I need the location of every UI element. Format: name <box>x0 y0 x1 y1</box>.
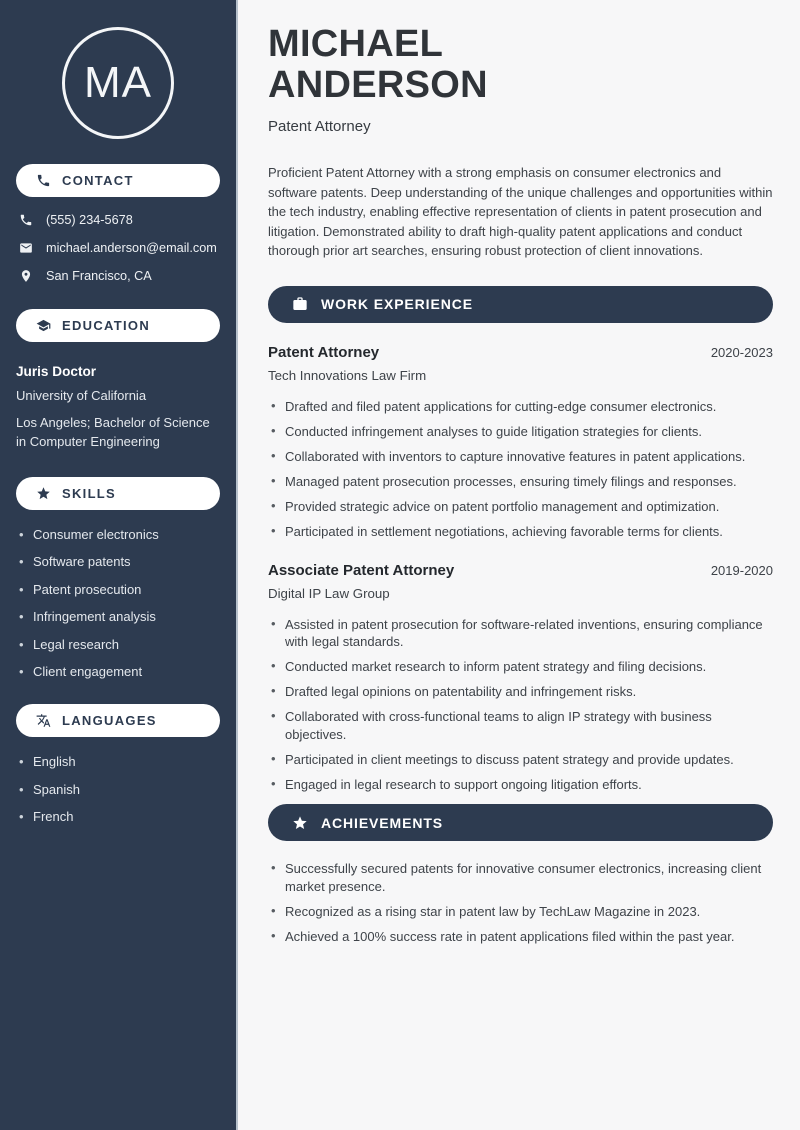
achievement-bullet: • Recognized as a rising star in patent law by TechLaw Magazine in 2023. <box>268 903 773 921</box>
contact-section-label: CONTACT <box>62 173 134 188</box>
summary-paragraph: Proficient Patent Attorney with a strong emphasis on consumer electronics and software patents. Deep understanding of the unique challenges and opportunities within the tech industry, enabling effective representation of clients in patent prosecution and litigation. Demonstrated ability to draft high-quality patent applications and conduct thorough prior art searches, ensuring robust protection of client innovations. <box>268 165 773 259</box>
job-title: Patent Attorney <box>268 343 380 361</box>
phone-icon <box>36 173 51 188</box>
avatar-initials: MA <box>84 58 152 107</box>
languages-section-label: LANGUAGES <box>62 713 157 729</box>
skills-section-header <box>16 477 220 510</box>
skills-list <box>16 527 220 680</box>
work-experience-section-header <box>268 286 773 323</box>
languages-section-header <box>16 704 220 737</box>
location-pin-icon <box>19 269 33 283</box>
job-bullet: • Collaborated with inventors to capture innovative features in patent applications. <box>268 448 773 466</box>
email-address: michael.anderson@email.com <box>46 241 217 255</box>
job-bullet: • Drafted legal opinions on patentability and infringement risks. <box>268 683 773 701</box>
job-bullet: • Conducted market research to inform patent strategy and filing decisions. <box>268 658 773 676</box>
job-title: Associate Patent Attorney <box>268 561 455 579</box>
job-bullet: • Conducted infringement analyses to guide litigation strategies for clients. <box>268 423 773 441</box>
main-content <box>238 0 800 1130</box>
languages-list <box>16 754 220 824</box>
education-section-header <box>16 309 220 342</box>
language-item: • Spanish <box>16 782 220 797</box>
job-bullet: • Participated in client meetings to discuss patent strategy and provide updates. <box>268 751 773 769</box>
envelope-icon <box>19 241 33 255</box>
job-bullet: • Collaborated with cross-functional teams to align IP strategy with business objectives. <box>268 708 773 743</box>
job-bullet: • Provided strategic advice on patent portfolio management and optimization. <box>268 498 773 516</box>
skills-section-label: SKILLS <box>62 485 117 501</box>
sidebar <box>0 0 238 1130</box>
skill-item: • Client engagement <box>16 664 220 679</box>
language-item: • English <box>16 754 220 769</box>
job-company: Tech Innovations Law Firm <box>268 367 427 383</box>
job-bullet-list <box>268 398 773 541</box>
professional-title: Patent Attorney <box>268 118 371 136</box>
achievement-bullet: • Successfully secured patents for innovative consumer electronics, increasing client market presence. <box>268 860 773 895</box>
achievement-bullet: • Achieved a 100% success rate in patent applications filed within the past year. <box>268 928 773 946</box>
translate-icon <box>36 713 51 728</box>
location-text: San Francisco, CA <box>46 269 152 283</box>
graduation-cap-icon <box>36 318 51 333</box>
avatar <box>62 27 174 139</box>
star-icon <box>292 815 308 831</box>
achievements-list <box>268 860 773 945</box>
last-name: ANDERSON <box>268 63 488 106</box>
phone-number: (555) 234-5678 <box>46 213 133 227</box>
education-section-label: EDUCATION <box>62 318 151 333</box>
education-degree: Juris Doctor <box>16 364 97 379</box>
phone-icon <box>19 213 33 227</box>
job-dates: 2019-2020 <box>710 562 773 578</box>
achievements-label: ACHIEVEMENTS <box>321 814 444 831</box>
education-detail: Los Angeles; Bachelor of Science in Computer Engineering <box>16 414 210 449</box>
contact-list <box>16 213 220 283</box>
job-dates: 2020-2023 <box>710 344 773 360</box>
job-bullet: • Drafted and filed patent applications for cutting-edge consumer electronics. <box>268 398 773 416</box>
job-company: Digital IP Law Group <box>268 585 390 601</box>
contact-item-email <box>16 241 220 255</box>
language-item: • French <box>16 809 220 824</box>
job-entry <box>268 562 773 794</box>
contact-section-header <box>16 164 220 197</box>
job-bullet: • Managed patent prosecution processes, ensuring timely filings and responses. <box>268 473 773 491</box>
job-bullet: • Participated in settlement negotiations, achieving favorable terms for clients. <box>268 523 773 541</box>
contact-item-phone <box>16 213 220 227</box>
education-school: University of California <box>16 388 147 403</box>
briefcase-icon <box>292 296 308 312</box>
page-title <box>268 24 773 105</box>
contact-item-location <box>16 269 220 283</box>
skill-item: • Consumer electronics <box>16 527 220 542</box>
achievements-section-header <box>268 804 773 841</box>
skill-item: • Legal research <box>16 637 220 652</box>
work-experience-label: WORK EXPERIENCE <box>321 296 473 313</box>
first-name: MICHAEL <box>268 23 444 65</box>
job-bullet-list <box>268 616 773 794</box>
job-bullet: • Engaged in legal research to support ongoing litigation efforts. <box>268 776 773 794</box>
job-bullet: • Assisted in patent prosecution for software-related inventions, ensuring compliance with legal standards. <box>268 616 773 651</box>
skill-item: • Software patents <box>16 554 220 569</box>
skill-item: • Infringement analysis <box>16 609 220 624</box>
star-icon <box>36 486 51 501</box>
job-header <box>268 562 773 579</box>
skill-item: • Patent prosecution <box>16 582 220 597</box>
job-header <box>268 344 773 361</box>
job-entry <box>268 344 773 541</box>
